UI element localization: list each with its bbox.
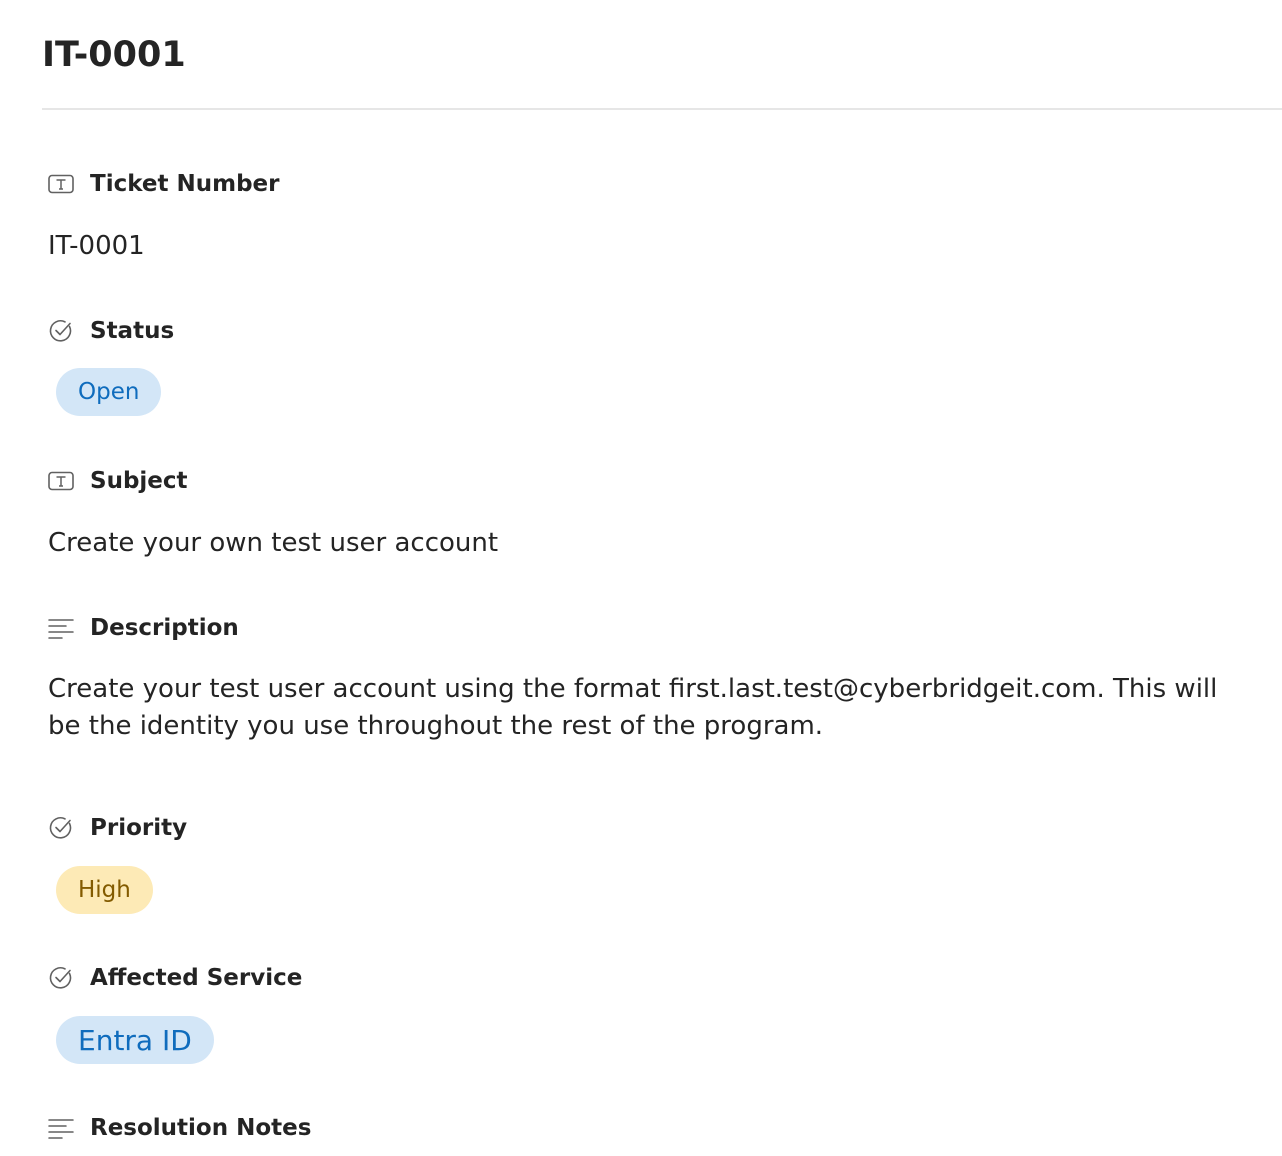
field-label-text: Status (90, 318, 175, 344)
field-label-subject (48, 467, 188, 495)
choice-check-icon (48, 965, 74, 991)
subject-value: Create your own test user account (48, 528, 499, 558)
field-label-text: Affected Service (90, 965, 303, 991)
affected-service-badge[interactable]: Entra ID (56, 1016, 214, 1064)
field-label-status (48, 317, 174, 345)
priority-badge[interactable]: High (56, 866, 153, 914)
text-field-icon (48, 171, 74, 197)
field-label-ticket-number (48, 170, 279, 198)
field-label-description (48, 614, 239, 642)
description-value: Create your test user account using the format first.last.test@cyberbridgeit.com. This will be the identity you use throughout the rest of the program. (48, 674, 1218, 741)
field-label-priority (48, 814, 187, 842)
field-label-resolution-notes (48, 1114, 311, 1142)
field-label-text: Resolution Notes (90, 1115, 312, 1141)
ticket-number-value: IT-0001 (48, 231, 145, 261)
field-label-text: Subject (90, 468, 188, 494)
field-label-text: Description (90, 615, 239, 641)
page-title: IT-0001 (42, 35, 186, 75)
header-divider (42, 108, 1282, 110)
field-label-affected-service (48, 964, 302, 992)
multiline-text-icon (48, 615, 74, 641)
multiline-text-icon (48, 1115, 74, 1141)
choice-check-icon (48, 318, 74, 344)
field-label-text: Ticket Number (90, 171, 280, 197)
choice-check-icon (48, 815, 74, 841)
status-badge[interactable]: Open (56, 368, 161, 416)
field-label-text: Priority (90, 815, 188, 841)
text-field-icon (48, 468, 74, 494)
